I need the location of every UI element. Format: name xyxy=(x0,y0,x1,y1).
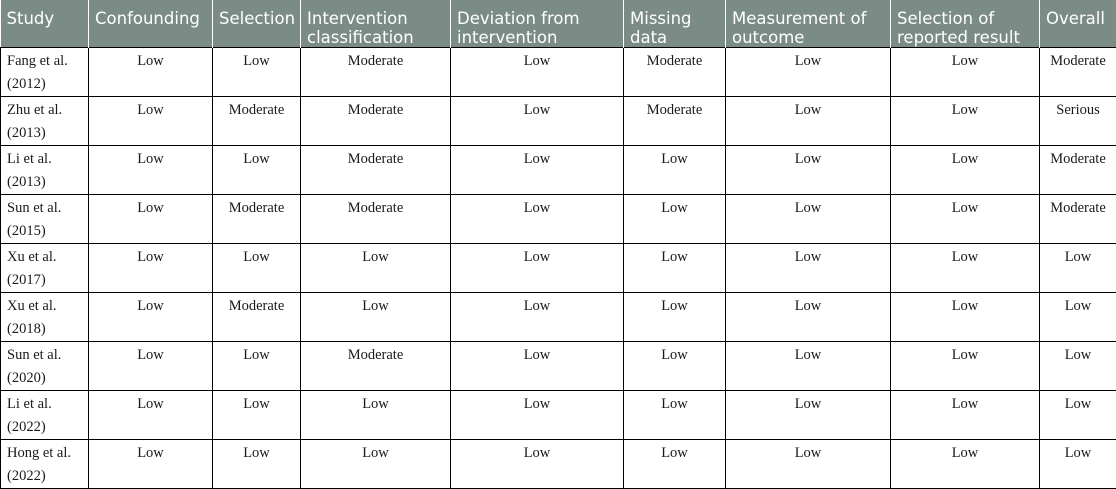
intervention-classification-cell: Low xyxy=(301,293,451,342)
table-body xyxy=(1,48,1116,489)
confounding-cell: Low xyxy=(89,440,213,489)
selection-cell: Low xyxy=(213,342,301,391)
header-row xyxy=(1,0,1116,48)
overall-cell: Low xyxy=(1040,293,1116,342)
study-cell: Zhu et al. (2013) xyxy=(1,97,89,146)
confounding-cell: Low xyxy=(89,146,213,195)
study-cell: Li et al. (2022) xyxy=(1,391,89,440)
table-row xyxy=(1,146,1116,195)
missing-data-cell: Low xyxy=(624,244,726,293)
table-row xyxy=(1,48,1116,97)
measurement-of-outcome-cell: Low xyxy=(726,48,891,97)
measurement-of-outcome-cell: Low xyxy=(726,391,891,440)
intervention-classification-cell: Moderate xyxy=(301,48,451,97)
deviation-from-intervention-cell: Low xyxy=(451,48,624,97)
intervention-classification-cell: Low xyxy=(301,244,451,293)
table-header xyxy=(1,0,1116,48)
selection-cell: Low xyxy=(213,244,301,293)
selection-cell: Low xyxy=(213,48,301,97)
overall-cell: Low xyxy=(1040,440,1116,489)
overall-cell: Moderate xyxy=(1040,146,1116,195)
missing-data-cell: Low xyxy=(624,440,726,489)
missing-data-cell: Low xyxy=(624,342,726,391)
selection-of-reported-result-cell: Low xyxy=(891,440,1040,489)
intervention-classification-cell: Moderate xyxy=(301,195,451,244)
missing-data-cell: Moderate xyxy=(624,48,726,97)
header-selection: Selection xyxy=(213,0,301,48)
confounding-cell: Low xyxy=(89,342,213,391)
missing-data-cell: Low xyxy=(624,195,726,244)
study-cell: Sun et al. (2020) xyxy=(1,342,89,391)
table-row xyxy=(1,342,1116,391)
header-intervention-classification: Intervention classification xyxy=(301,0,451,48)
deviation-from-intervention-cell: Low xyxy=(451,195,624,244)
header-deviation-from-intervention: Deviation from intervention xyxy=(451,0,624,48)
overall-cell: Moderate xyxy=(1040,195,1116,244)
table-row xyxy=(1,293,1116,342)
selection-of-reported-result-cell: Low xyxy=(891,48,1040,97)
measurement-of-outcome-cell: Low xyxy=(726,293,891,342)
header-measurement-of-outcome: Measurement of outcome xyxy=(726,0,891,48)
table-row xyxy=(1,97,1116,146)
confounding-cell: Low xyxy=(89,244,213,293)
measurement-of-outcome-cell: Low xyxy=(726,195,891,244)
study-cell: Li et al. (2013) xyxy=(1,146,89,195)
measurement-of-outcome-cell: Low xyxy=(726,97,891,146)
intervention-classification-cell: Low xyxy=(301,391,451,440)
header-confounding: Confounding xyxy=(89,0,213,48)
intervention-classification-cell: Moderate xyxy=(301,342,451,391)
selection-cell: Moderate xyxy=(213,97,301,146)
deviation-from-intervention-cell: Low xyxy=(451,244,624,293)
measurement-of-outcome-cell: Low xyxy=(726,440,891,489)
header-study: Study xyxy=(1,0,89,48)
table-row xyxy=(1,244,1116,293)
selection-cell: Low xyxy=(213,146,301,195)
intervention-classification-cell: Moderate xyxy=(301,97,451,146)
overall-cell: Low xyxy=(1040,244,1116,293)
selection-of-reported-result-cell: Low xyxy=(891,97,1040,146)
overall-cell: Serious xyxy=(1040,97,1116,146)
study-cell: Hong et al. (2022) xyxy=(1,440,89,489)
selection-of-reported-result-cell: Low xyxy=(891,244,1040,293)
confounding-cell: Low xyxy=(89,195,213,244)
measurement-of-outcome-cell: Low xyxy=(726,342,891,391)
deviation-from-intervention-cell: Low xyxy=(451,293,624,342)
selection-of-reported-result-cell: Low xyxy=(891,146,1040,195)
selection-of-reported-result-cell: Low xyxy=(891,391,1040,440)
intervention-classification-cell: Low xyxy=(301,440,451,489)
study-cell: Xu et al. (2018) xyxy=(1,293,89,342)
overall-cell: Low xyxy=(1040,391,1116,440)
deviation-from-intervention-cell: Low xyxy=(451,440,624,489)
confounding-cell: Low xyxy=(89,48,213,97)
overall-cell: Low xyxy=(1040,342,1116,391)
study-cell: Sun et al. (2015) xyxy=(1,195,89,244)
measurement-of-outcome-cell: Low xyxy=(726,244,891,293)
confounding-cell: Low xyxy=(89,293,213,342)
selection-cell: Moderate xyxy=(213,293,301,342)
intervention-classification-cell: Moderate xyxy=(301,146,451,195)
confounding-cell: Low xyxy=(89,97,213,146)
table-row xyxy=(1,195,1116,244)
deviation-from-intervention-cell: Low xyxy=(451,146,624,195)
deviation-from-intervention-cell: Low xyxy=(451,391,624,440)
study-cell: Fang et al. (2012) xyxy=(1,48,89,97)
header-overall: Overall xyxy=(1040,0,1116,48)
deviation-from-intervention-cell: Low xyxy=(451,342,624,391)
confounding-cell: Low xyxy=(89,391,213,440)
selection-cell: Low xyxy=(213,391,301,440)
missing-data-cell: Low xyxy=(624,293,726,342)
selection-cell: Moderate xyxy=(213,195,301,244)
measurement-of-outcome-cell: Low xyxy=(726,146,891,195)
overall-cell: Moderate xyxy=(1040,48,1116,97)
header-missing-data: Missing data xyxy=(624,0,726,48)
table-row xyxy=(1,391,1116,440)
missing-data-cell: Low xyxy=(624,146,726,195)
selection-of-reported-result-cell: Low xyxy=(891,195,1040,244)
table-row xyxy=(1,440,1116,489)
selection-of-reported-result-cell: Low xyxy=(891,342,1040,391)
deviation-from-intervention-cell: Low xyxy=(451,97,624,146)
missing-data-cell: Moderate xyxy=(624,97,726,146)
study-cell: Xu et al. (2017) xyxy=(1,244,89,293)
missing-data-cell: Low xyxy=(624,391,726,440)
selection-cell: Low xyxy=(213,440,301,489)
selection-of-reported-result-cell: Low xyxy=(891,293,1040,342)
header-selection-of-reported-result: Selection of reported result xyxy=(891,0,1040,48)
